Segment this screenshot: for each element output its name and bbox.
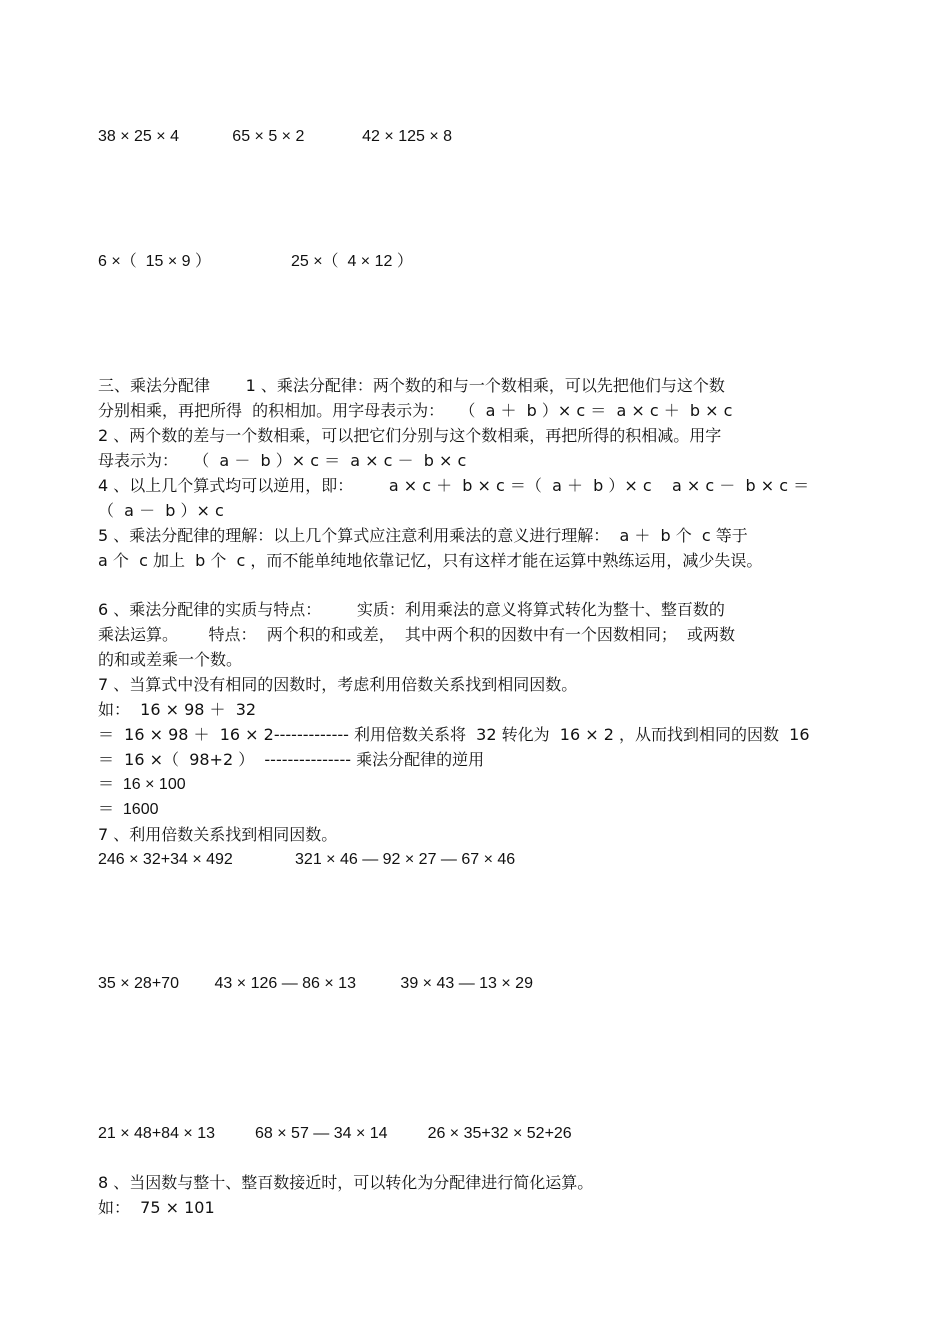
paragraph-line: 分别相乘，再把所得 的积相加。用字母表示为： （ a ＋ b ）× c ＝ a × c ＋ b × c — [98, 401, 733, 420]
paragraph-line: （ a － b ）× c — [98, 501, 224, 520]
exercise-row-4: 35 × 28+70 43 × 126 — 86 × 13 39 × 43 — 13 × 29 — [98, 975, 533, 992]
example-line: 如： 75 × 101 — [98, 1198, 215, 1217]
paragraph-line: 母表示为： （ a － b ）× c ＝ a × c － b × c — [98, 451, 467, 470]
example-line: ＝ 16 × 98 ＋ 16 × 2------------- 利用倍数关系将 32 转化为 16 × 2 ，从而找到相同的因数 16 — [98, 725, 810, 744]
paragraph-line: a 个 c 加上 b 个 c ，而不能单纯地依靠记忆，只有这样才能在运算中熟练运用，减少失误。 — [98, 551, 763, 570]
exercise-row-1: 38 × 25 × 4 65 × 5 × 2 42 × 125 × 8 — [98, 128, 453, 145]
paragraph-line: 4 、以上几个算式均可以逆用，即： a × c ＋ b × c ＝（ a ＋ b ）× c a × c － b × c ＝ — [98, 476, 810, 495]
exercise-row-3: 246 × 32+34 × 492 321 × 46 — 92 × 27 — 67 × 46 — [98, 851, 516, 868]
paragraph-line: 7 、当算式中没有相同的因数时，考虑利用倍数关系找到相同因数。 — [98, 675, 578, 694]
section-heading-distributive: 三、乘法分配律 1 、乘法分配律：两个数的和与一个数相乘，可以先把他们与这个数 — [98, 376, 725, 395]
example-line: ＝ 1600 — [98, 801, 159, 818]
example-line: ＝ 16 × 100 — [98, 776, 186, 793]
paragraph-line: 的和或差乘一个数。 — [98, 650, 243, 669]
paragraph-line: 5 、乘法分配律的理解：以上几个算式应注意利用乘法的意义进行理解： a ＋ b 个 c 等于 — [98, 526, 748, 545]
example-line: 如： 16 × 98 ＋ 32 — [98, 700, 257, 719]
exercise-row-2: 6 ×（ 15 × 9 ） 25 ×（ 4 × 12 ） — [98, 253, 413, 270]
paragraph-line: 2 、两个数的差与一个数相乘，可以把它们分别与这个数相乘，再把所得的积相减。用字 — [98, 426, 722, 445]
example-line: ＝ 16 ×（ 98+2 ） --------------- 乘法分配律的逆用 — [98, 750, 485, 769]
paragraph-line: 7 、利用倍数关系找到相同因数。 — [98, 825, 338, 844]
paragraph-line: 乘法运算。 特点： 两个积的和或差， 其中两个积的因数中有一个因数相同； 或两数 — [98, 625, 736, 644]
paragraph-line: 8 、当因数与整十、整百数接近时，可以转化为分配律进行简化运算。 — [98, 1173, 594, 1192]
paragraph-line: 6 、乘法分配律的实质与特点： 实质：利用乘法的意义将算式转化为整十、整百数的 — [98, 600, 725, 619]
exercise-row-5: 21 × 48+84 × 13 68 × 57 — 34 × 14 26 × 35+32 × 52+26 — [98, 1125, 572, 1142]
